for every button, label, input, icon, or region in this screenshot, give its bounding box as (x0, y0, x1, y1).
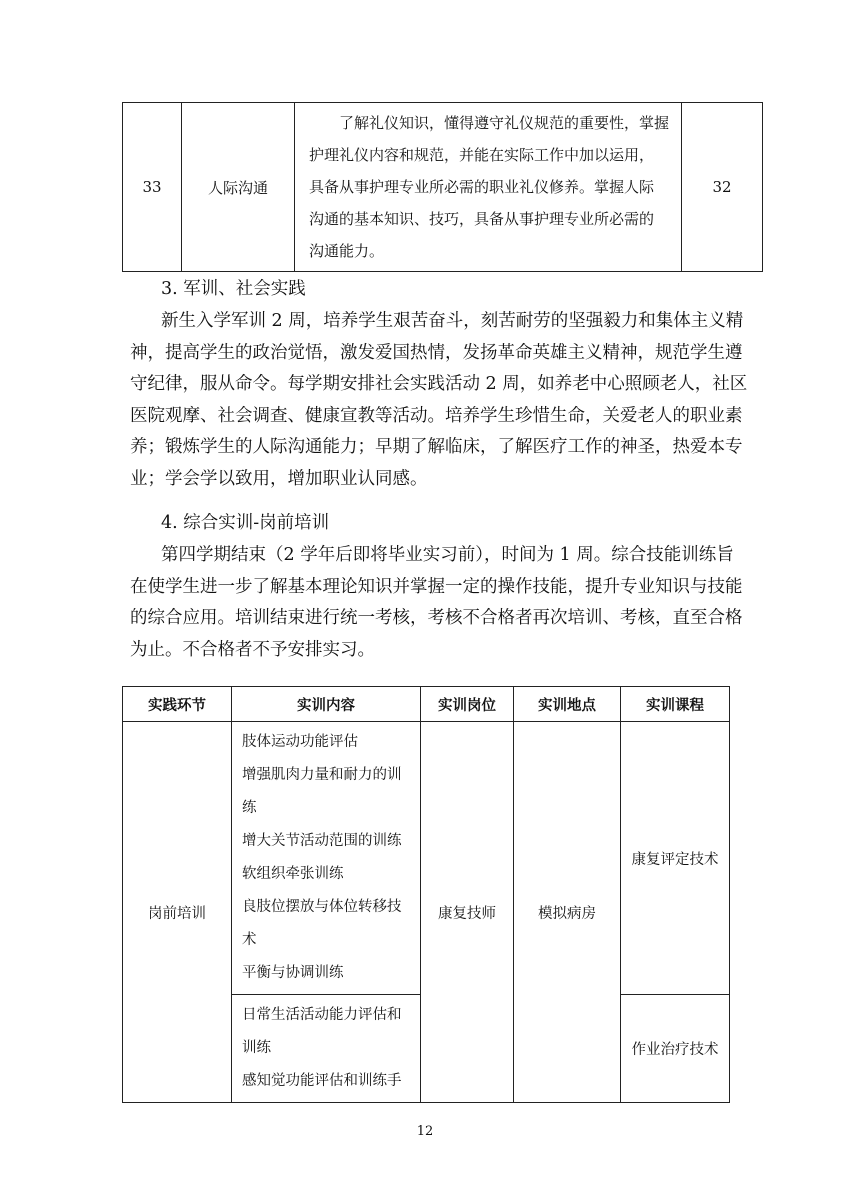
description-line: 了解礼仪知识，懂得遵守礼仪规范的重要性，掌握 (339, 114, 670, 132)
practice-table (122, 686, 730, 1103)
table-row (123, 722, 730, 995)
content-item: 良肢位摆放与体位转移技 (242, 899, 402, 915)
course-number-cell: 33 (123, 103, 182, 272)
table-row (123, 103, 763, 272)
paragraph-line: 在使学生进一步了解基本理论知识并掌握一定的操作技能，提升专业知识与技能 (130, 576, 743, 597)
paragraph-line: 业；学会学以致用，增加职业认同感。 (130, 468, 428, 489)
page-number: 12 (416, 1124, 434, 1139)
column-header: 实践环节 (123, 687, 232, 722)
paragraph-line: 新生入学军训 2 周，培养学生艰苦奋斗，刻苦耐劳的坚强毅力和集体主义精 (161, 311, 744, 331)
paragraph-line: 第四学期结束（2 学年后即将毕业实习前），时间为 1 周。综合技能训练旨 (161, 545, 734, 565)
content-item: 肢体运动功能评估 (242, 734, 358, 750)
content-item: 增大关节活动范围的训练 (242, 833, 402, 849)
content-item: 练 (242, 800, 257, 816)
content-item: 感知觉功能评估和训练手 (242, 1073, 402, 1089)
content-item: 日常生活活动能力评估和 (242, 1007, 402, 1023)
course-description-cell (295, 103, 682, 272)
section-paragraph-pre-job-training (130, 540, 743, 666)
content-item: 训练 (242, 1040, 271, 1056)
training-content-cell (232, 722, 421, 995)
description-line: 护理礼仪内容和规范，并能在实际工作中加以运用， (309, 146, 655, 164)
section-heading-pre-job-training: 4. 综合实训-岗前培训 (161, 513, 330, 533)
section-heading-military-training: 3. 军训、社会实践 (161, 279, 306, 299)
course-hours-cell: 32 (682, 103, 763, 272)
content-item: 平衡与协调训练 (242, 965, 344, 981)
course-table (122, 102, 763, 272)
paragraph-line: 神，提高学生的政治觉悟，激发爱国热情，发扬革命英雄主义精神，规范学生遵 (130, 342, 743, 363)
description-line: 沟通能力。 (309, 242, 385, 260)
training-position-cell: 康复技师 (421, 722, 514, 1103)
column-header: 实训课程 (621, 687, 730, 722)
section-paragraph-military-training (130, 306, 748, 495)
training-location-cell: 模拟病房 (514, 722, 621, 1103)
training-course-cell: 作业治疗技术 (621, 995, 730, 1103)
training-content-cell (232, 995, 421, 1103)
paragraph-line: 养；锻炼学生的人际沟通能力；早期了解临床，了解医疗工作的神圣，热爱本专 (130, 437, 743, 457)
content-item: 软组织牵张训练 (242, 866, 344, 882)
paragraph-line: 的综合应用。培训结束进行统一考核，考核不合格者再次培训、考核，直至合格 (130, 608, 743, 628)
column-header: 实训地点 (514, 687, 621, 722)
column-header: 实训内容 (232, 687, 421, 722)
column-header: 实训岗位 (421, 687, 514, 722)
content-item: 增强肌肉力量和耐力的训 (242, 767, 402, 783)
description-line: 具备从事护理专业所必需的职业礼仪修养。掌握人际 (309, 178, 655, 196)
practice-stage-cell: 岗前培训 (123, 722, 232, 1103)
table-header-row (123, 687, 730, 722)
paragraph-line: 守纪律，服从命令。每学期安排社会实践活动 2 周，如养老中心照顾老人，社区 (130, 374, 748, 394)
content-item: 术 (242, 932, 257, 948)
description-line: 沟通的基本知识、技巧，具备从事护理专业所必需的 (309, 210, 655, 228)
paragraph-line: 医院观摩、社会调查、健康宣教等活动。培养学生珍惜生命，关爱老人的职业素 (130, 405, 743, 426)
paragraph-line: 为止。不合格者不予安排实习。 (130, 639, 375, 660)
training-course-cell: 康复评定技术 (621, 722, 730, 995)
course-name-cell: 人际沟通 (182, 103, 295, 272)
